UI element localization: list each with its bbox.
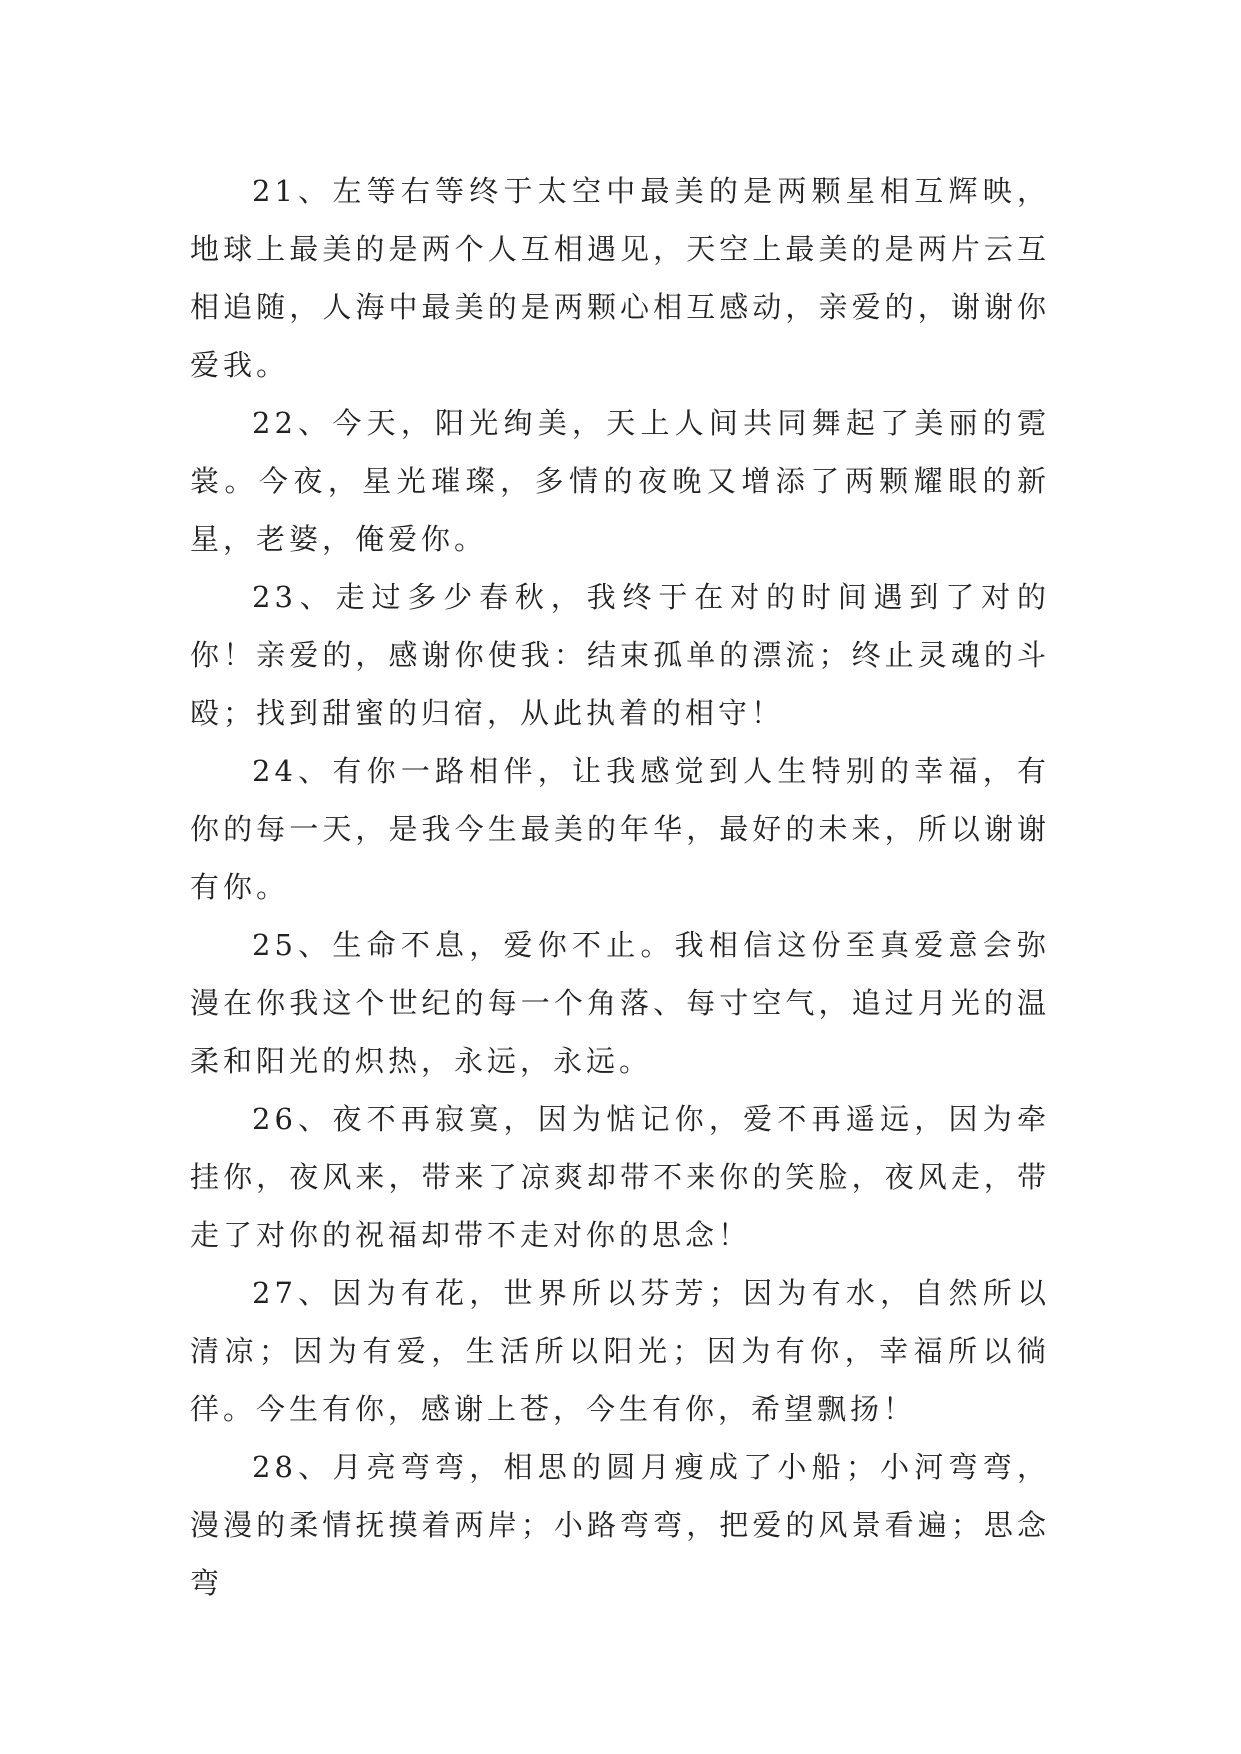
- paragraph-24: 24、有你一路相伴，让我感觉到人生特别的幸福，有你的每一天，是我今生最美的年华，最好的未来，所以谢谢有你。: [190, 754, 1050, 904]
- paragraph-22: 22、今天，阳光绚美，天上人间共同舞起了美丽的霓裳。今夜，星光璀璨，多情的夜晚又增添了两颗耀眼的新星，老婆，俺爱你。: [190, 406, 1050, 556]
- paragraph-28: 28、月亮弯弯，相思的圆月瘦成了小船；小河弯弯，漫漫的柔情抚摸着两岸；小路弯弯，把爱的风景看遍；思念弯: [190, 1450, 1050, 1600]
- document-body: [190, 162, 1050, 1612]
- paragraph-21: 21、左等右等终于太空中最美的是两颗星相互辉映，地球上最美的是两个人互相遇见，天空上最美的是两片云互相追随，人海中最美的是两颗心相互感动，亲爱的，谢谢你爱我。: [190, 174, 1050, 382]
- paragraph-27: 27、因为有花，世界所以芬芳；因为有水，自然所以清凉；因为有爱，生活所以阳光；因为有你，幸福所以徜徉。今生有你，感谢上苍，今生有你，希望飘扬！: [190, 1276, 1050, 1426]
- paragraph-26: 26、夜不再寂寞，因为惦记你，爱不再遥远，因为牵挂你，夜风来，带来了凉爽却带不来你的笑脸，夜风走，带走了对你的祝福却带不走对你的思念！: [190, 1102, 1050, 1252]
- paragraph-25: 25、生命不息，爱你不止。我相信这份至真爱意会弥漫在你我这个世纪的每一个角落、每寸空气，追过月光的温柔和阳光的炽热，永远，永远。: [190, 928, 1050, 1078]
- paragraph-23: 23、走过多少春秋，我终于在对的时间遇到了对的你！亲爱的，感谢你使我：结束孤单的漂流；终止灵魂的斗殴；找到甜蜜的归宿，从此执着的相守！: [190, 580, 1050, 730]
